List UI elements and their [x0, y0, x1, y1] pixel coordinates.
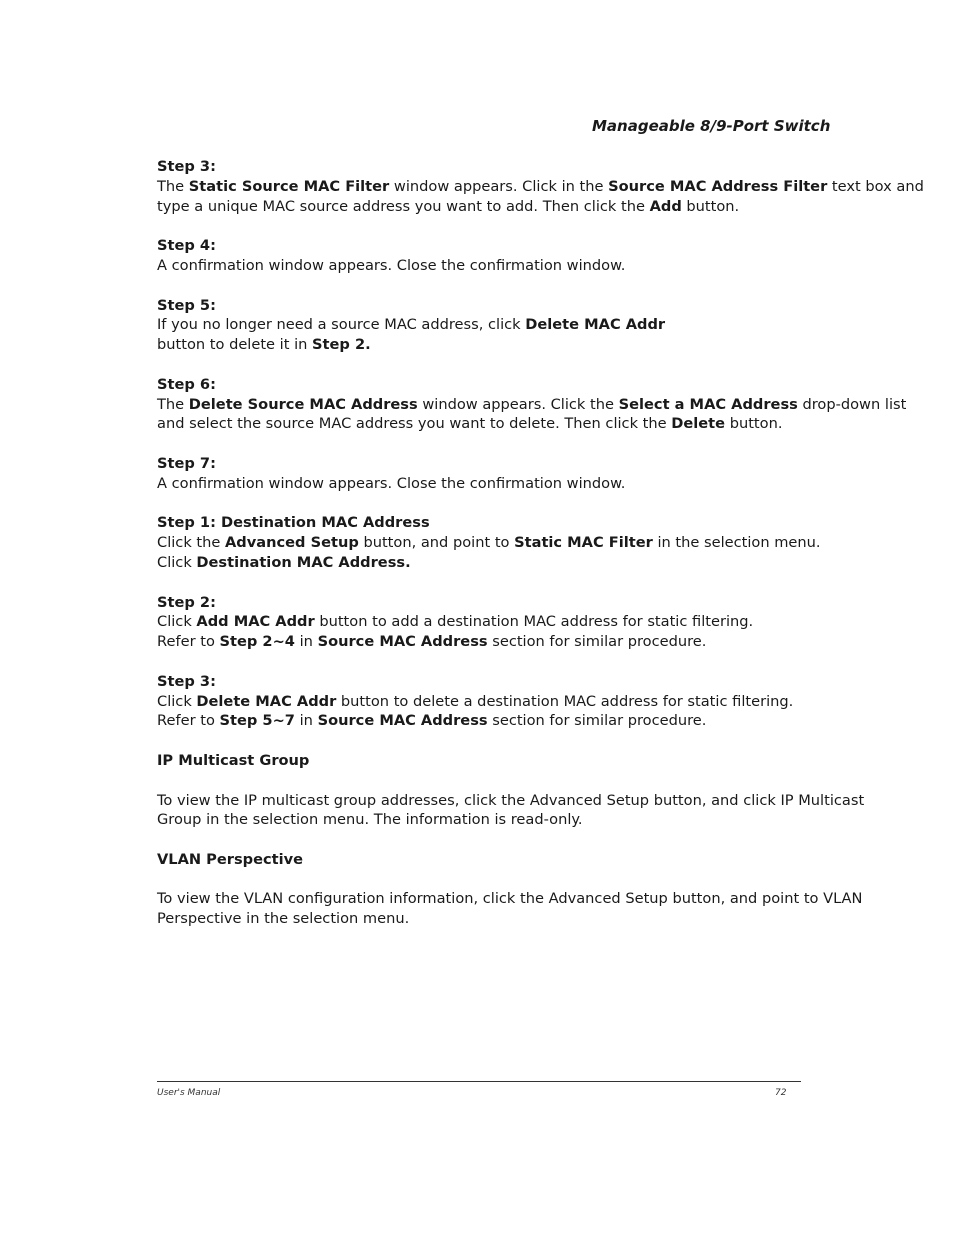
body-line: [157, 197, 857, 217]
text-run: Click: [157, 692, 197, 710]
section: [157, 791, 865, 831]
footer-manual-label: User's Manual: [157, 1088, 221, 1098]
text-run: button.: [725, 415, 783, 433]
document-body: [157, 157, 924, 949]
section: [157, 672, 857, 731]
body-line: [157, 474, 857, 494]
emphasized-term: Delete MAC Addr: [525, 316, 666, 334]
body-line: [157, 335, 857, 355]
text-run: A confirmation window appears. Close the confirmation window.: [157, 474, 626, 492]
section-heading: Step 3:: [157, 672, 216, 690]
emphasized-term: Step 2.: [312, 336, 371, 354]
text-run: button, and point to: [358, 534, 515, 552]
text-run: section for similar procedure.: [487, 712, 707, 730]
text-run: in: [294, 712, 318, 730]
running-header: Manageable 8/9-Port Switch: [592, 117, 831, 135]
text-run: button.: [681, 197, 740, 215]
page-number: 72: [775, 1088, 787, 1098]
section: [157, 454, 857, 494]
emphasized-term: Delete Source MAC Address: [188, 395, 418, 413]
emphasized-term: Delete MAC Addr: [196, 692, 337, 710]
emphasized-term: Advanced Setup: [225, 534, 359, 552]
emphasized-term: Source MAC Address: [317, 712, 488, 730]
footer-divider: [157, 1081, 801, 1082]
emphasized-term: Add MAC Addr: [196, 613, 315, 631]
body-line: [157, 909, 857, 929]
text-run: text box and: [827, 177, 924, 195]
section: [157, 513, 857, 572]
text-run: section for similar procedure.: [487, 633, 707, 651]
emphasized-term: Source MAC Address Filter: [608, 177, 828, 195]
body-line: [157, 889, 863, 909]
emphasized-term: Static Source MAC Filter: [188, 177, 390, 195]
text-run: drop-down list: [797, 395, 907, 413]
text-run: button to delete a destination MAC address for static filtering.: [336, 692, 794, 710]
body-line: [157, 632, 857, 652]
section: [157, 375, 907, 434]
text-run: To view the IP multicast group addresses, click the Advanced Setup button, and click IP Multicast: [157, 791, 865, 809]
emphasized-term: Add: [649, 197, 682, 215]
text-run: Perspective in the selection menu.: [157, 910, 410, 928]
body-line: [157, 711, 857, 731]
text-run: To view the VLAN configuration information, click the Advanced Setup button, and point to VLAN: [157, 890, 863, 908]
section: [157, 296, 857, 355]
body-line: [157, 791, 865, 811]
text-run: Refer to: [157, 712, 220, 730]
emphasized-term: Destination MAC Address.: [196, 553, 411, 571]
text-run: type a unique MAC source address you want to add. Then click the: [157, 197, 650, 215]
body-line: [157, 256, 857, 276]
text-run: button to add a destination MAC address for static filtering.: [314, 613, 754, 631]
section-heading: VLAN Perspective: [157, 850, 304, 868]
text-run: in: [294, 633, 318, 651]
text-run: window appears. Click in the: [389, 177, 609, 195]
text-run: and select the source MAC address you want to delete. Then click the: [157, 415, 672, 433]
section-heading: Step 4:: [157, 237, 216, 255]
text-run: Group in the selection menu. The information is read-only.: [157, 811, 583, 829]
text-run: The: [157, 395, 189, 413]
body-line: [157, 177, 924, 197]
body-line: [157, 414, 857, 434]
emphasized-term: Step 2~4: [219, 633, 295, 651]
section-heading: Step 2:: [157, 593, 216, 611]
body-line: [157, 553, 857, 573]
section: [157, 850, 857, 870]
section-heading: Step 1: Destination MAC Address: [157, 514, 430, 532]
section-heading: Step 7:: [157, 454, 216, 472]
section: [157, 593, 857, 652]
emphasized-term: Step 5~7: [219, 712, 295, 730]
section: [157, 236, 857, 276]
text-run: A confirmation window appears. Close the confirmation window.: [157, 256, 626, 274]
emphasized-term: Select a MAC Address: [618, 395, 798, 413]
text-run: If you no longer need a source MAC address, click: [157, 316, 526, 334]
text-run: window appears. Click the: [417, 395, 619, 413]
body-line: [157, 315, 857, 335]
body-line: [157, 810, 857, 830]
body-line: [157, 692, 857, 712]
section: [157, 751, 857, 771]
section-heading: Step 3:: [157, 158, 216, 175]
emphasized-term: Static MAC Filter: [514, 534, 653, 552]
emphasized-term: Source MAC Address: [317, 633, 488, 651]
section-heading: Step 5:: [157, 296, 216, 314]
text-run: Click: [157, 553, 197, 571]
body-line: [157, 533, 857, 553]
body-line: [157, 612, 857, 632]
text-run: Click: [157, 613, 197, 631]
body-line: [157, 395, 907, 415]
emphasized-term: Delete: [671, 415, 726, 433]
text-run: Refer to: [157, 633, 220, 651]
text-run: Click the: [157, 534, 226, 552]
text-run: in the selection menu.: [652, 534, 821, 552]
section-heading: IP Multicast Group: [157, 751, 310, 769]
text-run: button to delete it in: [157, 336, 313, 354]
text-run: The: [157, 177, 189, 195]
section: [157, 157, 924, 216]
section-heading: Step 6:: [157, 375, 216, 393]
section: [157, 889, 863, 929]
